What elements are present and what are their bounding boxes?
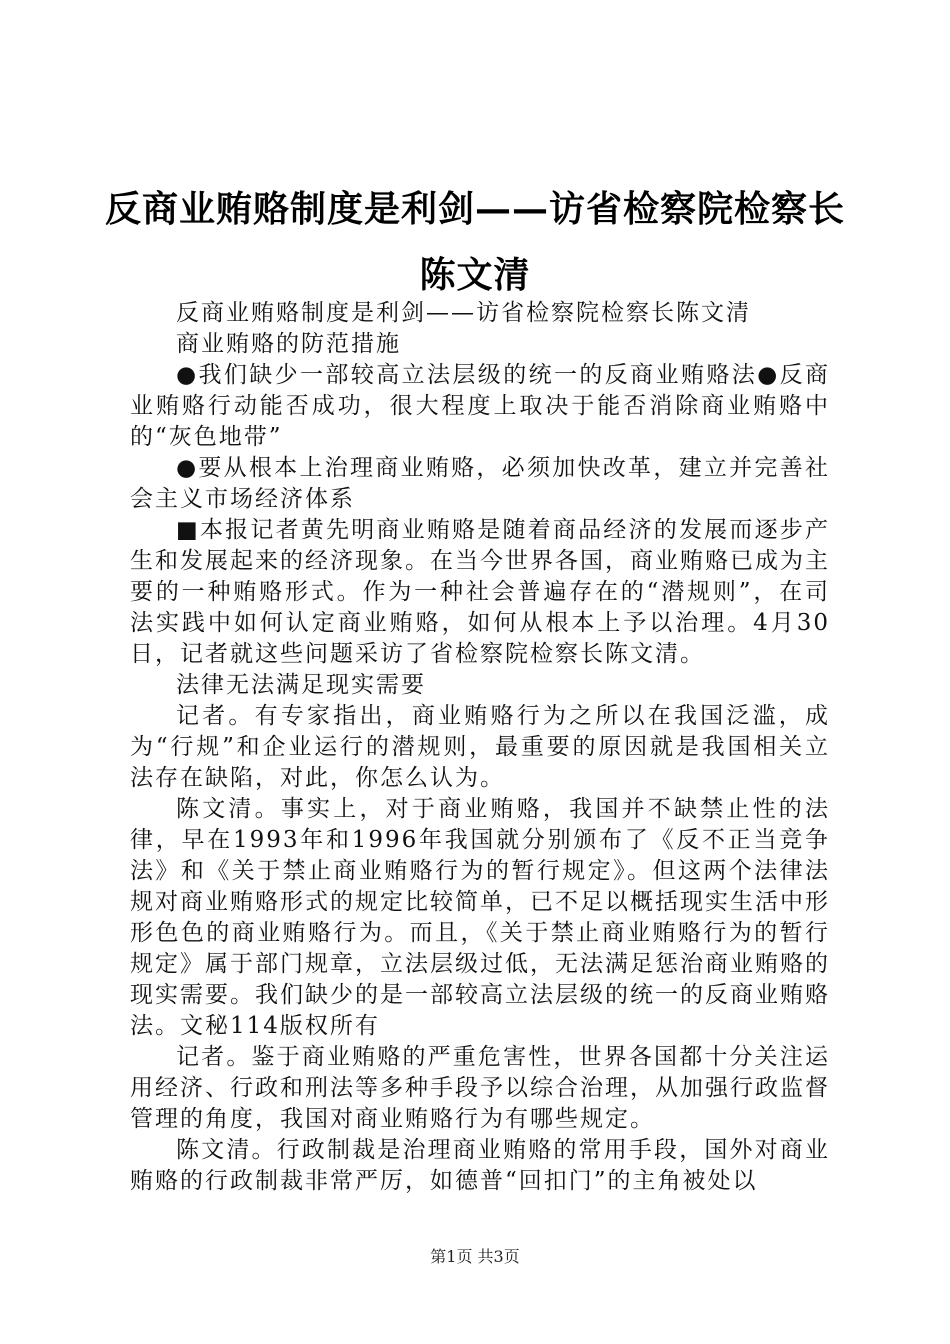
document-title bbox=[0, 176, 950, 308]
paragraph-intro: ■本报记者黄先明商业贿赂是随着商品经济的发展而逐步产生和发展起来的经济现象。在当今世界各国，商业贿赂已成为主要的一种贿赂形式。作为一种社会普遍存在的“潜规则”，在司法实践中如何认定商业贿赂，如何从根本上予以治理。4月30日，记者就这些问题采访了省检察院检察长陈文清。 bbox=[130, 517, 830, 667]
paragraph-answer-1: 陈文清。事实上，对于商业贿赂，我国并不缺禁止性的法律，早在1993年和1996年我国就分别颁布了《反不正当竞争法》和《关于禁止商业贿赂行为的暂行规定》。但这两个法律法规对商业贿赂形式的规定比较简单，已不足以概括现实生活中形形色色的商业贿赂行为。而且，《关于禁止商业贿赂行为的暂行规定》属于部门规章，立法层级过低，无法满足惩治商业贿赂的现实需要。我们缺少的是一部较高立法层级的统一的反商业贿赂法。文秘114版权所有 bbox=[130, 796, 830, 1039]
page-footer: 第1页 共3页 bbox=[430, 1247, 520, 1266]
paragraph-bullet-1: ●我们缺少一部较高立法层级的统一的反商业贿赂法●反商业贿赂行动能否成功，很大程度上取决于能否消除商业贿赂中的“灰色地带” bbox=[130, 362, 830, 450]
paragraph-repeat-title: 反商业贿赂制度是利剑——访省检察院检察长陈文清 bbox=[176, 300, 751, 326]
document-body bbox=[130, 298, 830, 1197]
paragraph-section-heading: 法律无法满足现实需要 bbox=[176, 672, 426, 698]
paragraph-bullet-2: ●要从根本上治理商业贿赂，必须加快改革，建立并完善社会主义市场经济体系 bbox=[130, 455, 830, 512]
paragraph-question-2: 记者。鉴于商业贿赂的严重危害性，世界各国都十分关注运用经济、行政和刑法等多种手段予以综合治理，从加强行政监督管理的角度，我国对商业贿赂行为有哪些规定。 bbox=[130, 1044, 830, 1132]
paragraph-question-1: 记者。有专家指出，商业贿赂行为之所以在我国泛滥，成为“行规”和企业运行的潜规则，最重要的原因就是我国相关立法存在缺陷，对此，你怎么认为。 bbox=[130, 703, 830, 791]
paragraph-subheading-measures: 商业贿赂的防范措施 bbox=[176, 331, 401, 357]
title-line-1: 反商业贿赂制度是利剑——访省检察院检察长 bbox=[104, 188, 845, 230]
paragraph-answer-2: 陈文清。行政制裁是治理商业贿赂的常用手段，国外对商业贿赂的行政制裁非常严厉，如德普“回扣门”的主角被处以 bbox=[130, 1137, 830, 1194]
title-line-2: 陈文清 bbox=[419, 254, 531, 296]
